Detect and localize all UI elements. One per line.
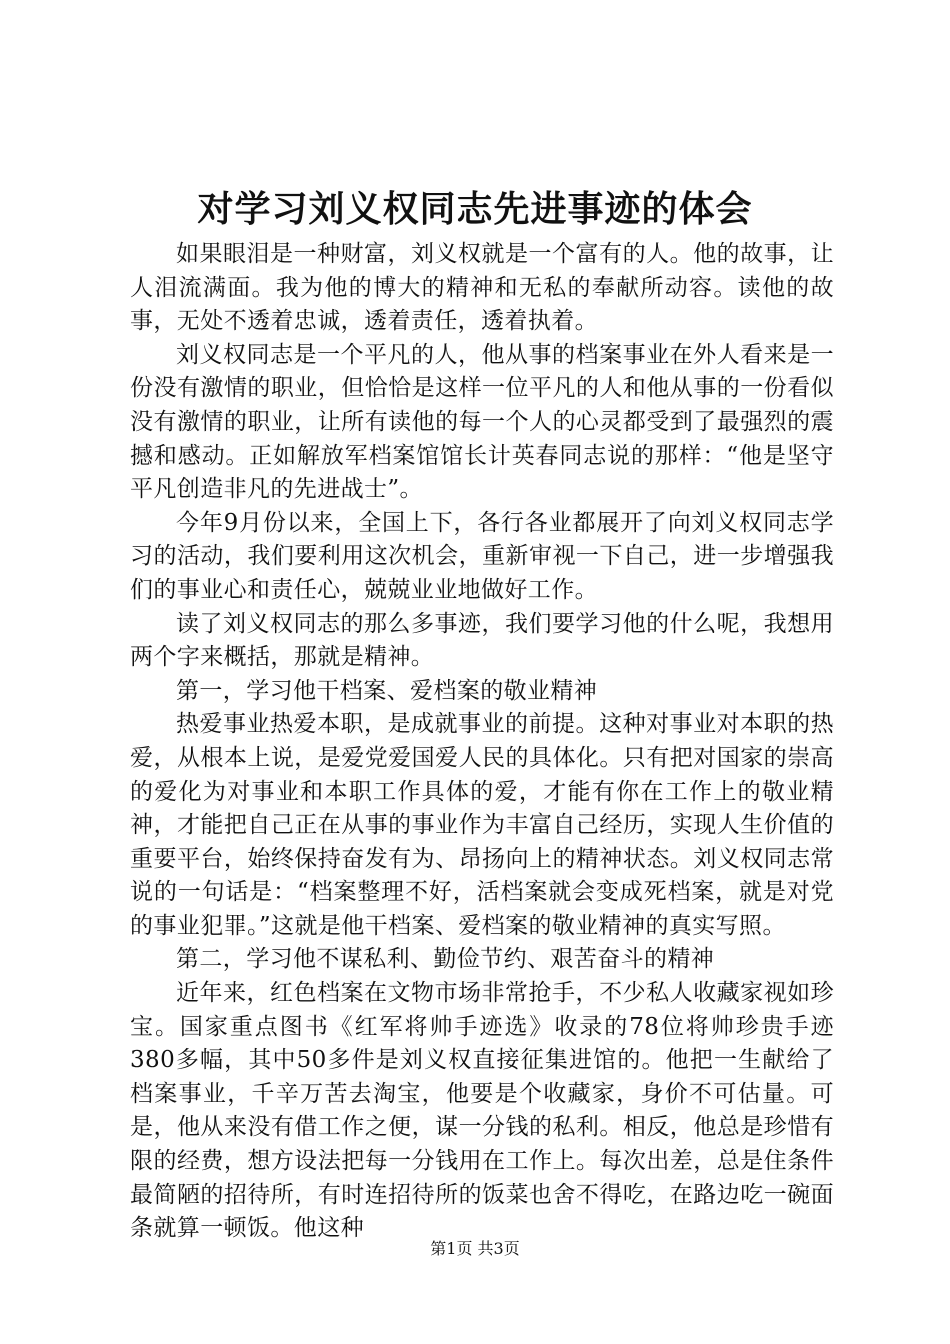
page-number-footer: 第1页 共3页	[430, 1239, 520, 1258]
section-heading: 第一，学习他干档案、爱档案的敬业精神	[176, 677, 598, 704]
paragraph: 热爱事业热爱本职，是成就事业的前提。这种对事业对本职的热爱，从根本上说，是爱党爱国爱人民的具体化。只有把对国家的崇高的爱化为对事业和本职工作具体的爱，才能有你在工作上的敬业精神，才能把自己正在从事的事业作为丰富自己经历，实现人生价值的重要平台，始终保持奋发有为、昂扬向上的精神状态。刘义权同志常说的一句话是：“档案整理不好，活档案就会变成死档案，就是对党的事业犯罪。”这就是他干档案、爱档案的敬业精神的真实写照。	[130, 711, 834, 939]
paragraph: 读了刘义权同志的那么多事迹，我们要学习他的什么呢，我想用两个字来概括，那就是精神。	[130, 610, 834, 671]
paragraph: 近年来，红色档案在文物市场非常抢手，不少私人收藏家视如珍宝。国家重点图书《红军将帅手迹选》收录的78位将帅珍贵手迹380多幅，其中50多件是刘义权直接征集进馆的。他把一生献给了档案事业，千辛万苦去淘宝，他要是个收藏家，身价不可估量。可是，他从来没有借工作之便，谋一分钱的私利。相反，他总是珍惜有限的经费，想方设法把每一分钱用在工作上。每次出差，总是住条件最简陋的招待所，有时连招待所的饭菜也舍不得吃，在路边吃一碗面条就算一顿饭。他这种	[130, 980, 834, 1242]
section-heading: 第二，学习他不谋私利、勤俭节约、艰苦奋斗的精神	[176, 946, 715, 973]
paragraph: 刘义权同志是一个平凡的人，他从事的档案事业在外人看来是一份没有激情的职业，但恰恰是这样一位平凡的人和他从事的一份看似没有激情的职业，让所有读他的每一个人的心灵都受到了最强烈的震撼和感动。正如解放军档案馆馆长计英春同志说的那样：“他是坚守平凡创造非凡的先进战士”。	[130, 341, 834, 503]
paragraph: 如果眼泪是一种财富，刘义权就是一个富有的人。他的故事，让人泪流满面。我为他的博大的精神和无私的奉献所动容。读他的故事，无处不透着忠诚，透着责任，透着执着。	[130, 241, 834, 335]
document-title: 对学习刘义权同志先进事迹的体会	[197, 188, 753, 230]
document-body	[130, 238, 834, 1246]
paragraph: 今年9月份以来，全国上下，各行各业都展开了向刘义权同志学习的活动，我们要利用这次机会，重新审视一下自己，进一步增强我们的事业心和责任心，兢兢业业地做好工作。	[130, 509, 834, 603]
